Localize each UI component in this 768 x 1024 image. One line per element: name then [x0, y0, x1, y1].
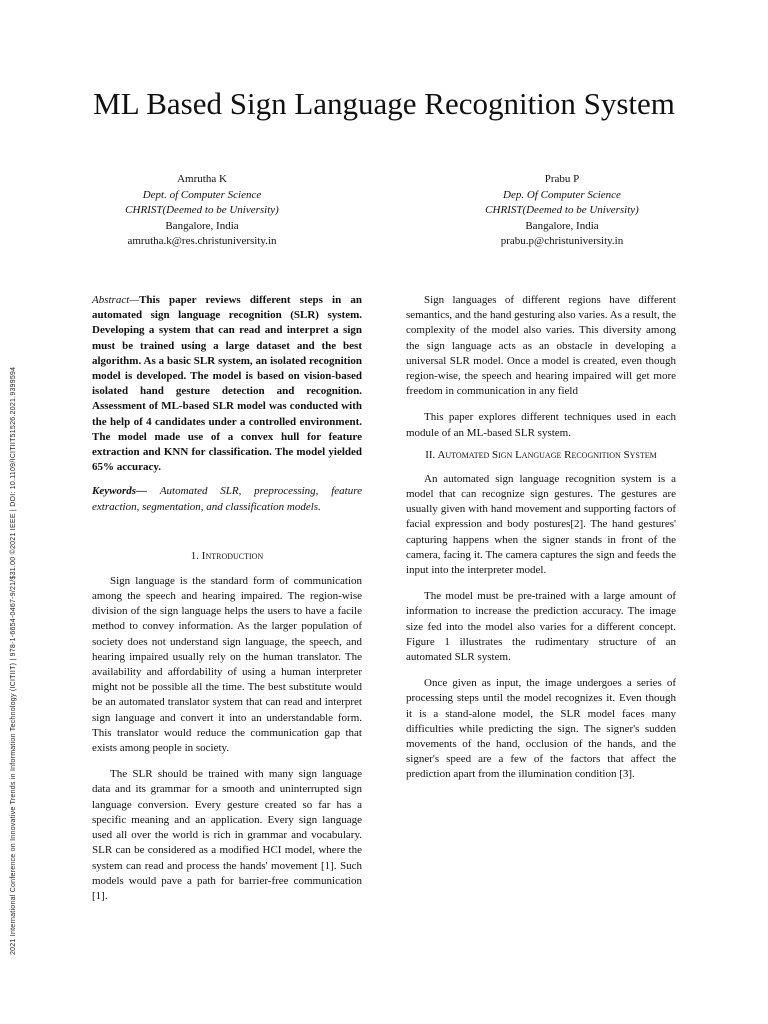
author-email: amrutha.k@res.christuniversity.in — [127, 235, 277, 247]
author-block-1 — [72, 172, 332, 250]
paragraph: Once given as input, the image undergoes a series of processing steps until the model recognizes it. Even though it is a stand-alone model, the SLR model faces many difficulties while predicting the sign. The signer's sudden movements of the hand, occlusion of the hands, and the signer's speed are a few of the factors that affect the prediction apart from the illumination condition [3]. — [406, 677, 676, 781]
author-name: Amrutha K — [177, 173, 227, 185]
section-heading-automated-slr: II. Automated Sign Language Recognition System — [425, 448, 657, 461]
author-institution: CHRIST(Deemed to be University) — [485, 204, 639, 216]
author-block-2 — [432, 172, 692, 250]
author-email: prabu.p@christuniversity.in — [500, 235, 624, 247]
paragraph: An automated sign language recognition system is a model that can recognize sign gestures. The gestures are usually given with hand movement and supporting factors of facial expression and body postures[2]. The hand gestures' capturing happens when the signer stands in front of the camera, facing it. The camera captures the sign and feeds the input into the interpreter model. — [406, 472, 676, 577]
author-name: Prabu P — [544, 173, 580, 185]
paragraph: Sign language is the standard form of communication among the speech and hearing impaired. The region-wise division of the sign language helps the users to have a facile method to convey information. As the larger population of society does not understand sign language, the speech, and hearing impaired usually rely on the human translator. The availability and affordability of using a human interpreter might not be possible all the time. The best substitute would be an automated translator system that can read and interpret sign language and convert it into an understandable form. This translator would reduce the communication gap that exists among people in society. — [92, 574, 362, 755]
paragraph: The SLR should be trained with many sign language data and its grammar for a smooth and uninterrupted sign language conversion. Every gesture created so far has a specific meaning and an application. Every sign language used all over the world is rich in grammar and vocabulary. SLR can be considered as a modified HCI model, where the system can read and process the hands' movement [1]. Such models would pave a path for barrier-free communication [1]. — [92, 768, 362, 902]
right-column — [406, 293, 676, 790]
keywords — [92, 484, 362, 514]
abstract — [92, 293, 362, 475]
publication-footer-text: 2021 International Conference on Innovative Trends in Information Technology (ICITIIT) | 978-1-6654-0467-9/21/$31.00 ©2021 IEEE | DOI: 10.1109/ICITIIT51526.2021.9399594 — [10, 366, 17, 955]
author-department: Dept. of Computer Science — [142, 188, 262, 201]
paragraph: This paper explores different techniques used in each module of an ML-based SLR system. — [406, 411, 676, 439]
author-institution: CHRIST(Deemed to be University) — [125, 204, 279, 216]
publication-footer-vertical — [6, 255, 32, 955]
author-department: Dep. Of Computer Science — [503, 188, 621, 201]
keywords-text: Automated SLR, preprocessing, feature extraction, segmentation, and classification models. — [92, 485, 362, 513]
section-heading-introduction: 1. Introduction — [190, 549, 264, 562]
paragraph: Sign languages of different regions have different semantics, and the hand gesturing also varies. As a result, the complexity of the model also varies. This diversity among the sign language acts as an obstacle in developing a universal SLR model. Once a model is created, even though region-wise, the speech and hearing impaired will get more freedom in communication in any field — [406, 294, 676, 398]
left-column — [92, 293, 362, 911]
paper-title: ML Based Sign Language Recognition System — [93, 86, 675, 121]
author-city: Bangalore, India — [525, 219, 599, 232]
abstract-text: This paper reviews different steps in an automated sign language recognition (SLR) system. Developing a system that can read and interpret a sign must be trained using a large dataset and the best algorithm. As a basic SLR system, an isolated recognition model is developed. The model is based on vision-based isolated hand gesture detection and recognition. Assessment of ML-based SLR model was conducted with the help of 4 candidates under a controlled environment. The model made use of a convex hull for feature extraction and KNN for classification. The model yielded 65% accuracy. — [92, 294, 362, 474]
keywords-label: Keywords— — [92, 485, 160, 498]
paragraph: The model must be pre-trained with a large amount of information to increase the prediction accuracy. The image size fed into the model also varies for a different concept. Figure 1 illustrates the rudimentary structure of an automated SLR system. — [406, 590, 676, 664]
author-city: Bangalore, India — [165, 219, 239, 232]
abstract-label: Abstract— — [92, 294, 140, 306]
